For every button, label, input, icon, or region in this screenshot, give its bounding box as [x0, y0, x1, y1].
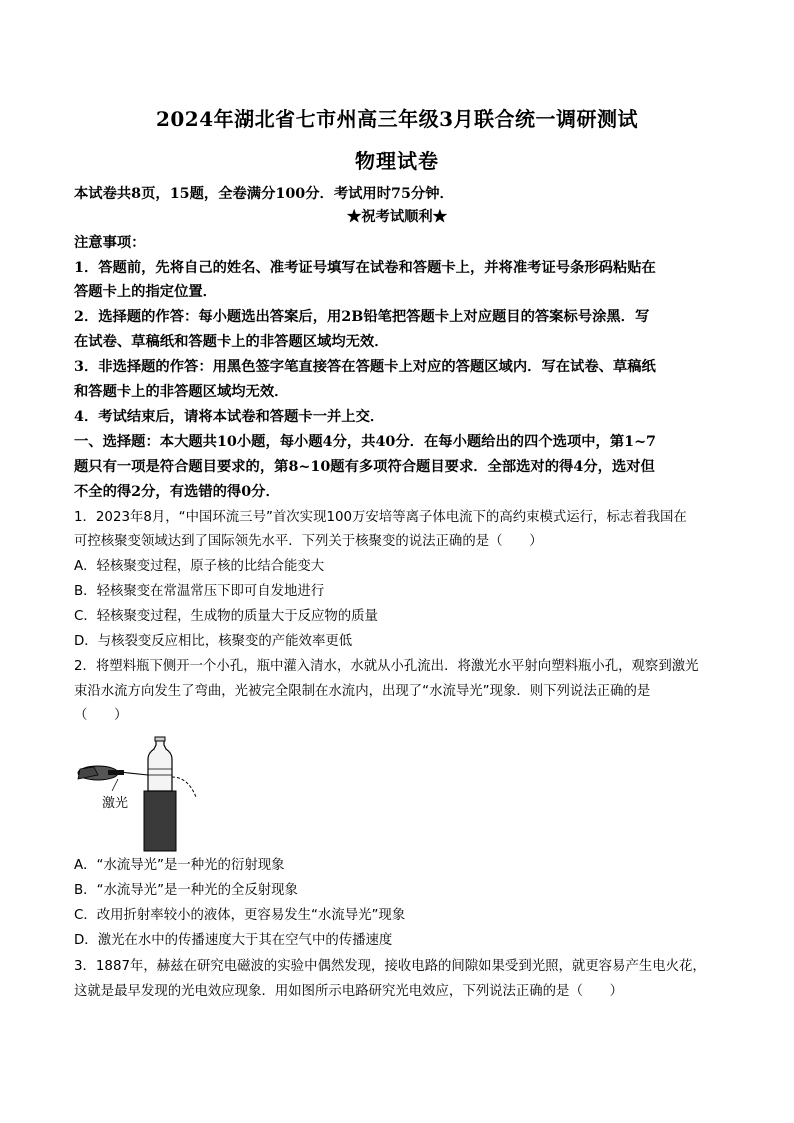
question-2-option-a: A．“水流导光”是一种光的衍射现象 [74, 858, 285, 873]
notes-line: 答题卡上的指定位置． [74, 284, 217, 300]
notes-line: 4．考试结束后，请将本试卷和答题卡一并上交． [74, 409, 385, 425]
exam-info: 本试卷共8页，15题，全卷满分100分．考试用时75分钟． [74, 186, 454, 202]
notes-line: 2．选择题的作答：每小题选出答案后，用2B铅笔把答题卡上对应题目的答案标号涂黑．写 [74, 309, 650, 325]
blessing-text: ★祝考试顺利★ [346, 209, 448, 225]
notes-line: 3．非选择题的作答：用黑色签字笔直接答在答题卡上对应的答题区域内．写在试卷、草稿纸 [74, 359, 656, 375]
question-1-option-c: C．轻核聚变过程，生成物的质量大于反应物的质量 [74, 609, 378, 624]
question-1-option-a: A．轻核聚变过程，原子核的比结合能变大 [74, 559, 325, 574]
notes-line: 1．答题前，先将自己的姓名、准考证号填写在试卷和答题卡上，并将准考证号条形码粘贴在 [74, 260, 656, 276]
question-3-stem: 这就是最早发现的光电效应现象．用如图所示电路研究光电效应，下列说法正确的是（ ） [74, 984, 624, 999]
exam-title: 2024年湖北省七市州高三年级3月联合统一调研测试 [155, 107, 639, 131]
question-1-option-b: B．轻核聚变在常温常压下即可自发地进行 [74, 584, 325, 599]
notes-heading: 注意事项： [74, 235, 146, 251]
question-2-option-c: C．改用折射率较小的液体，更容易发生“水流导光”现象 [74, 908, 406, 923]
question-2-option-d: D．激光在水中的传播速度大于其在空气中的传播速度 [74, 933, 393, 948]
question-1-stem: 1．2023年8月，“中国环流三号”首次实现100万安培等离子体电流下的高约束模式运行，标志着我国在 [74, 510, 687, 525]
laser-beam [124, 773, 148, 776]
question-2-option-b: B．“水流导光”是一种光的全反射现象 [74, 883, 298, 898]
section-instructions: 题只有一项是符合题目要求的，第8~10题有多项符合题目要求．全部选对的得4分，选对但 [74, 459, 655, 475]
laser-pointer [108, 770, 124, 775]
bottle-cap [155, 737, 165, 741]
exam-subtitle: 物理试卷 [355, 149, 439, 173]
question-3-stem: 3．1887年，赫兹在研究电磁波的实验中偶然发现，接收电路的间隙如果受到光照，就更容易产生电火花， [74, 959, 706, 974]
question-2-stem: （ ） [74, 708, 128, 723]
laser-label: 激光 [102, 795, 129, 810]
section-instructions: 不全的得2分，有选错的得0分． [74, 484, 280, 500]
notes-line: 在试卷、草稿纸和答题卡上的非答题区域均无效． [74, 334, 389, 350]
section-instructions: 一、选择题：本大题共10小题，每小题4分，共40分．在每小题给出的四个选项中，第1~7 [74, 434, 657, 450]
question-1-option-d: D．与核裂变反应相比，核聚变的产能效率更低 [74, 634, 353, 649]
question-2-stem: 2．将塑料瓶下侧开一个小孔，瓶中灌入清水，水就从小孔流出．将激光水平射向塑料瓶小孔，观察到激光 [74, 659, 699, 674]
label-pointer-line [112, 779, 118, 791]
laser-bottle-figure [72, 733, 212, 853]
stand-block [144, 791, 176, 851]
question-1-stem: 可控核聚变领域达到了国际领先水平．下列关于核聚变的说法正确的是（ ） [74, 534, 543, 549]
notes-line: 和答题卡上的非答题区域均无效． [74, 384, 289, 400]
question-2-stem: 束沿水流方向发生了弯曲，光被完全限制在水流内，出现了“水流导光”现象．则下列说法正确的是 [74, 684, 651, 699]
plastic-bottle [148, 739, 172, 791]
